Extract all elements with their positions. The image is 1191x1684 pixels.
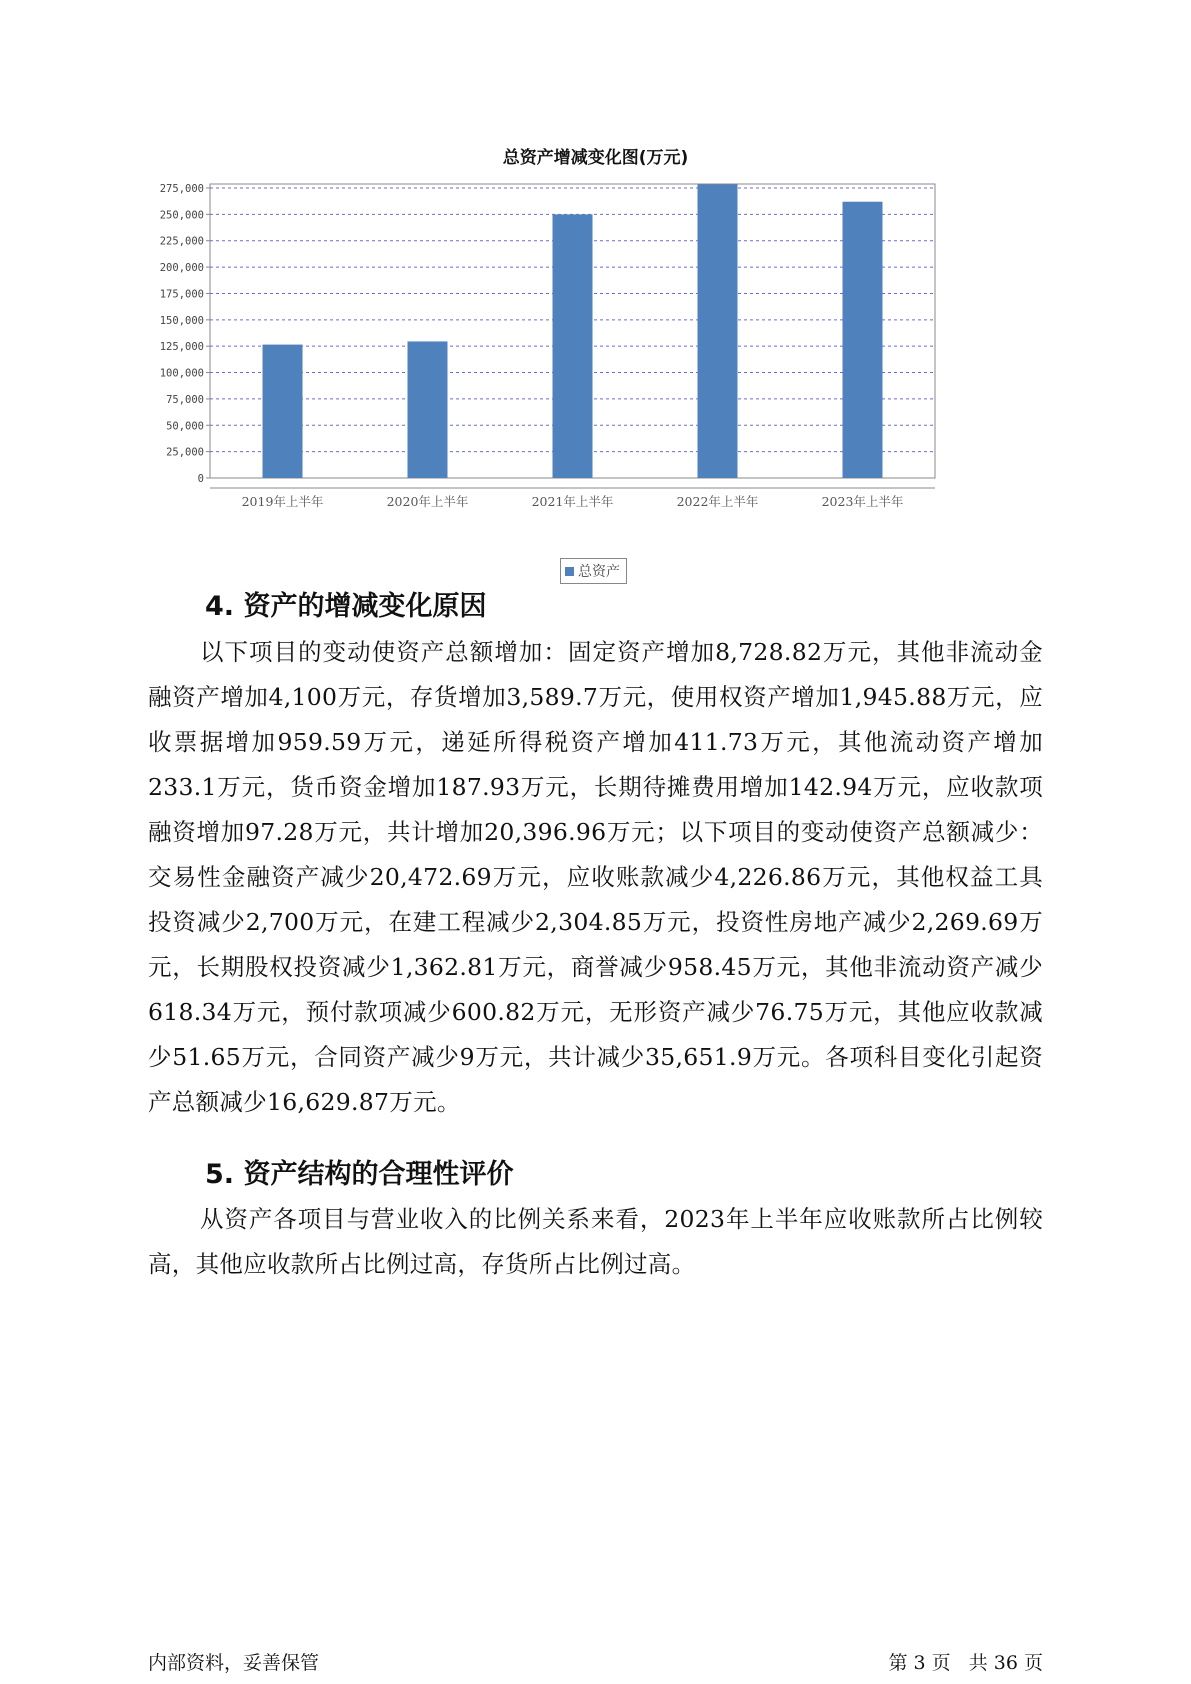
y-tick-label: 75,000: [166, 393, 204, 406]
section-heading-4: 4. 资产的增减变化原因: [205, 591, 487, 622]
chart-title: 总资产增减变化图(万元): [502, 148, 689, 168]
bar-2: [553, 214, 593, 478]
x-tick-label: 2023年上半年: [821, 494, 904, 509]
x-tick-label: 2020年上半年: [386, 494, 469, 509]
legend-swatch: [565, 567, 574, 576]
y-tick-label: 275,000: [159, 183, 204, 195]
y-tick-label: 0: [197, 473, 204, 485]
y-tick-label: 250,000: [159, 209, 204, 222]
y-tick-label: 225,000: [159, 235, 204, 248]
bar-4: [843, 202, 883, 478]
bar-0: [263, 345, 303, 478]
section-paragraph-4: 以下项目的变动使资产总额增加：固定资产增加8,728.82万元，其他非流动金融资产增加4,100万元，存货增加3,589.7万元，使用权资产增加1,945.88万元，应收票据增加959.59万元，递延所得税资产增加411.73万元，其他流动资产增加233.1万元，货币资金增加187.93万元，长期待摊费用增加142.94万元，应收款项融资增加97.28万元，共计增加20,396.96万元；以下项目的变动使资产总额减少：交易性金融资产减少20,472.69万元，应收账款减少4,226.86万元，其他权益工具投资减少2,700万元，在建工程减少2,304.85万元，投资性房地产减少2,269.69万元，长期股权投资减少1,362.81万元，商誉减少958.45万元，其他非流动资产减少618.34万元，预付款项减少600.82万元，无形资产减少76.75万元，其他应收款减少51.65万元，合同资产减少9万元，共计减少35,651.9万元。各项科目变化引起资产总额减少16,629.87万元。: [148, 638, 1043, 1116]
section-paragraph-5: 从资产各项目与营业收入的比例关系来看，2023年上半年应收账款所占比例较高，其他应收款所占比例过高，存货所占比例过高。: [148, 1205, 1043, 1278]
y-tick-label: 150,000: [159, 314, 204, 327]
footer-note: 内部资料，妥善保管: [148, 1652, 320, 1674]
y-tick-label: 25,000: [166, 446, 204, 459]
x-tick-label: 2019年上半年: [241, 494, 324, 509]
x-tick-label: 2022年上半年: [676, 494, 759, 509]
legend-label: 总资产: [578, 564, 620, 580]
y-tick-label: 50,000: [166, 420, 204, 433]
bar-chart: [150, 180, 950, 520]
chart-legend: [560, 558, 627, 584]
page-number: 第 3 页 共 36 页: [888, 1652, 1043, 1674]
bar-3: [698, 184, 738, 478]
section-heading-5: 5. 资产结构的合理性评价: [205, 1159, 514, 1190]
y-tick-label: 100,000: [159, 367, 204, 380]
y-tick-label: 175,000: [159, 288, 204, 301]
y-tick-label: 125,000: [159, 341, 204, 354]
y-tick-label: 200,000: [159, 262, 204, 275]
bar-1: [408, 341, 448, 478]
x-tick-label: 2021年上半年: [531, 494, 614, 509]
